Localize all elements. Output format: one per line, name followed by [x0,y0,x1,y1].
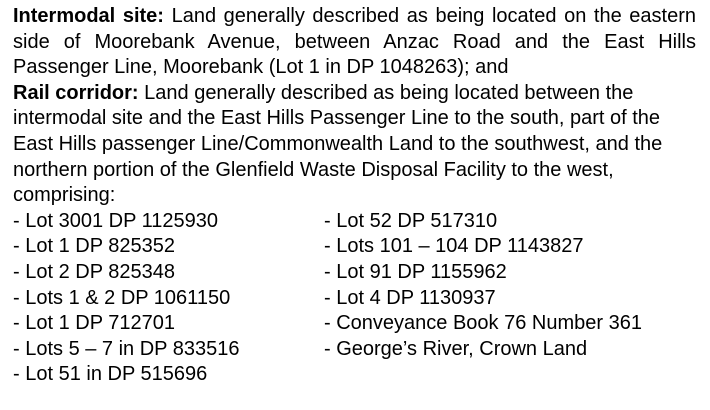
list-item: - Lots 101 – 104 DP 1143827 [324,235,584,258]
document-body [13,4,696,389]
list-item: - Lot 3001 DP 1125930 [13,209,218,232]
list-item: - Lot 2 DP 825348 [13,260,175,283]
lot-list [13,209,696,389]
list-item: - Lot 52 DP 517310 [324,209,498,232]
rail-corridor-paragraph [13,81,696,209]
list-item: - Lots 1 & 2 DP 1061150 [13,286,231,309]
rail-corridor-label: Rail corridor: [13,81,139,104]
list-item: - Lot 91 DP 1155962 [324,260,507,283]
intermodal-site-paragraph [13,4,696,81]
list-item: - Lot 51 in DP 515696 [13,363,208,386]
intermodal-site-text: Land generally described as being located on the eastern side of Moorebank Avenue, between Anzac Road and the East Hills Passenger Line, Moorebank (Lot 1 in DP 1048263); and [13,5,697,79]
list-item: - Lot 1 DP 712701 [13,312,175,335]
lot-list-right-column [324,209,642,363]
list-item: - Lot 1 DP 825352 [13,235,175,258]
lot-list-left-column [13,209,239,388]
list-item: - Conveyance Book 76 Number 361 [324,312,642,335]
list-item: - George’s River, Crown Land [324,337,588,360]
intermodal-site-label: Intermodal site: [13,5,164,27]
list-item: - Lot 4 DP 1130937 [324,286,496,309]
rail-corridor-text: Land generally described as being located between the intermodal site and the East Hills Passenger Line to the south, part of the East Hills passenger Line/Commonwealth Land to the southwest, and the northern portion of the Glenfield Waste Disposal Facility to the west, comprising: [13,81,663,207]
list-item: - Lots 5 – 7 in DP 833516 [13,337,240,360]
